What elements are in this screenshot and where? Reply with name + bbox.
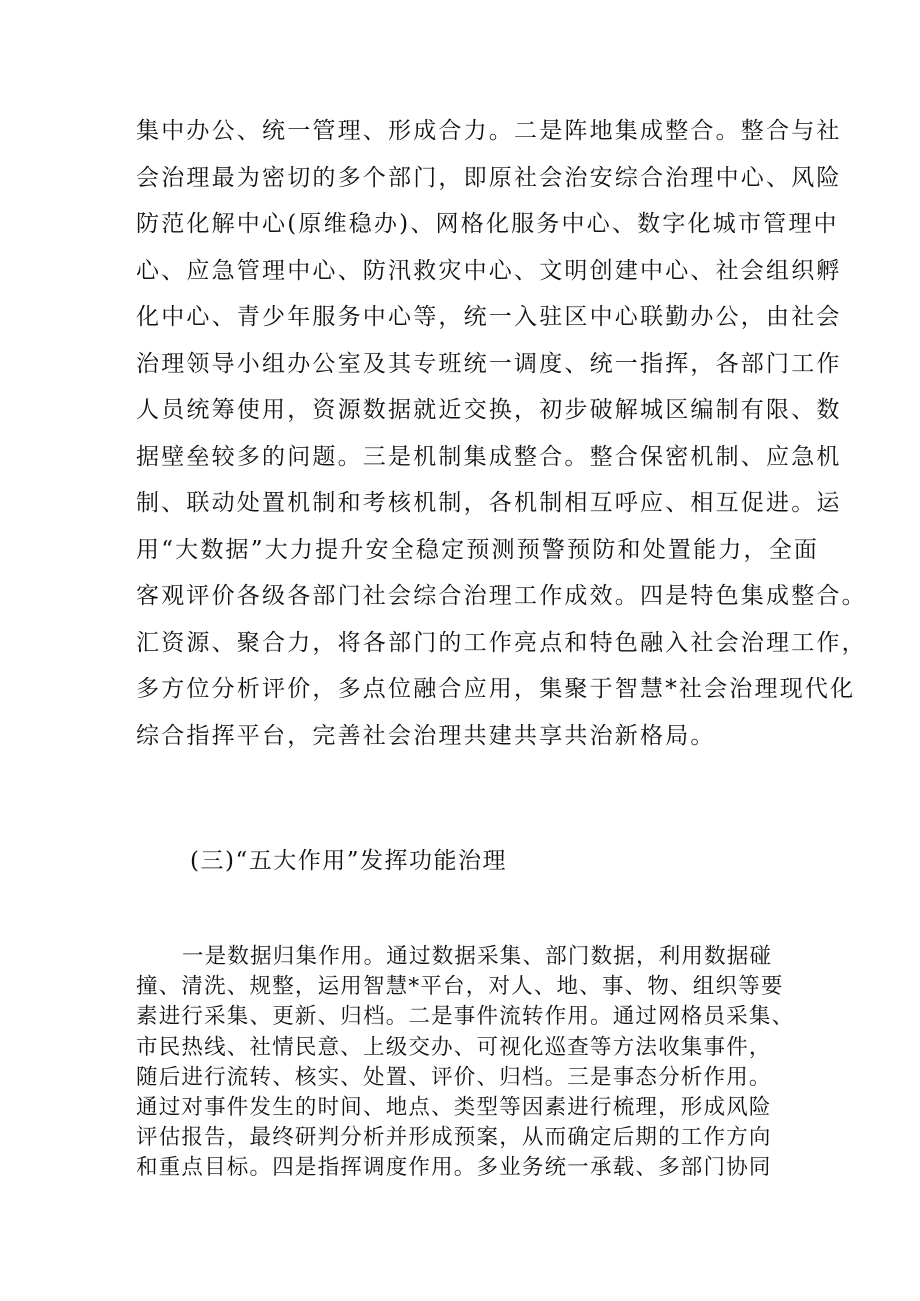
body-paragraph-2	[136, 942, 796, 1184]
paragraph-line: 客观评价各级各部门社会综合治理工作成效。四是特色集成整合。	[136, 583, 867, 609]
paragraph-line: 治理领导小组办公室及其专班统一调度、统一指挥，各部门工作	[136, 350, 842, 377]
paragraph-line: 汇资源、聚合力，将各部门的工作亮点和特色融入社会治理工作，	[136, 629, 867, 656]
paragraph-line: 化中心、青少年服务中心等，统一入驻区中心联勤办公，由社会	[136, 304, 842, 330]
paragraph-line: 随后进行流转、核实、处置、评价、归档。三是事态分析作用。	[136, 1064, 772, 1090]
paragraph-line: 市民热线、社情民意、上级交办、可视化巡查等方法收集事件，	[136, 1034, 772, 1060]
paragraph-line: 一是数据归集作用。通过数据采集、部门数据，利用数据碰	[182, 944, 773, 969]
paragraph-line: 据壁垒较多的问题。三是机制集成整合。整合保密机制、应急机	[136, 443, 842, 470]
paragraph-line: 会治理最为密切的多个部门，即原社会治安综合治理中心、风险	[136, 164, 842, 191]
section-heading: (三)“五大作用”发挥功能治理	[190, 848, 507, 874]
paragraph-line: 评估报告，最终研判分析并形成预案，从而确定后期的工作方向	[136, 1125, 772, 1151]
body-paragraph-1	[136, 108, 867, 759]
paragraph-line: 人员统筹使用，资源数据就近交换，初步破解城区编制有限、数	[136, 397, 842, 423]
paragraph-line: 通过对事件发生的时间、地点、类型等因素进行梳理，形成风险	[136, 1094, 772, 1120]
paragraph-line: 撞、清洗、规整，运用智慧*平台，对人、地、事、物、组织等要	[136, 974, 784, 1000]
paragraph-line: 综合指挥平台，完善社会治理共建共享共治新格局。	[136, 722, 716, 749]
paragraph-line: 素进行采集、更新、归档。二是事件流转作用。通过网格员采集、	[136, 1004, 795, 1030]
paragraph-line: 防范化解中心(原维稳办)、网格化服务中心、数字化城市管理中	[136, 211, 839, 237]
paragraph-line: 集中办公、统一管理、形成合力。二是阵地集成整合。整合与社	[136, 118, 842, 144]
paragraph-line: 用“大数据”大力提升安全稳定预测预警预防和处置能力，全面	[136, 536, 820, 563]
paragraph-line: 心、应急管理中心、防汛救灾中心、文明创建中心、社会组织孵	[136, 257, 842, 284]
paragraph-line: 多方位分析评价，多点位融合应用，集聚于智慧*社会治理现代化	[136, 676, 856, 702]
paragraph-line: 和重点目标。四是指挥调度作用。多业务统一承载、多部门协同	[136, 1155, 772, 1181]
paragraph-line: 制、联动处置机制和考核机制，各机制相互呼应、相互促进。运	[136, 490, 842, 516]
